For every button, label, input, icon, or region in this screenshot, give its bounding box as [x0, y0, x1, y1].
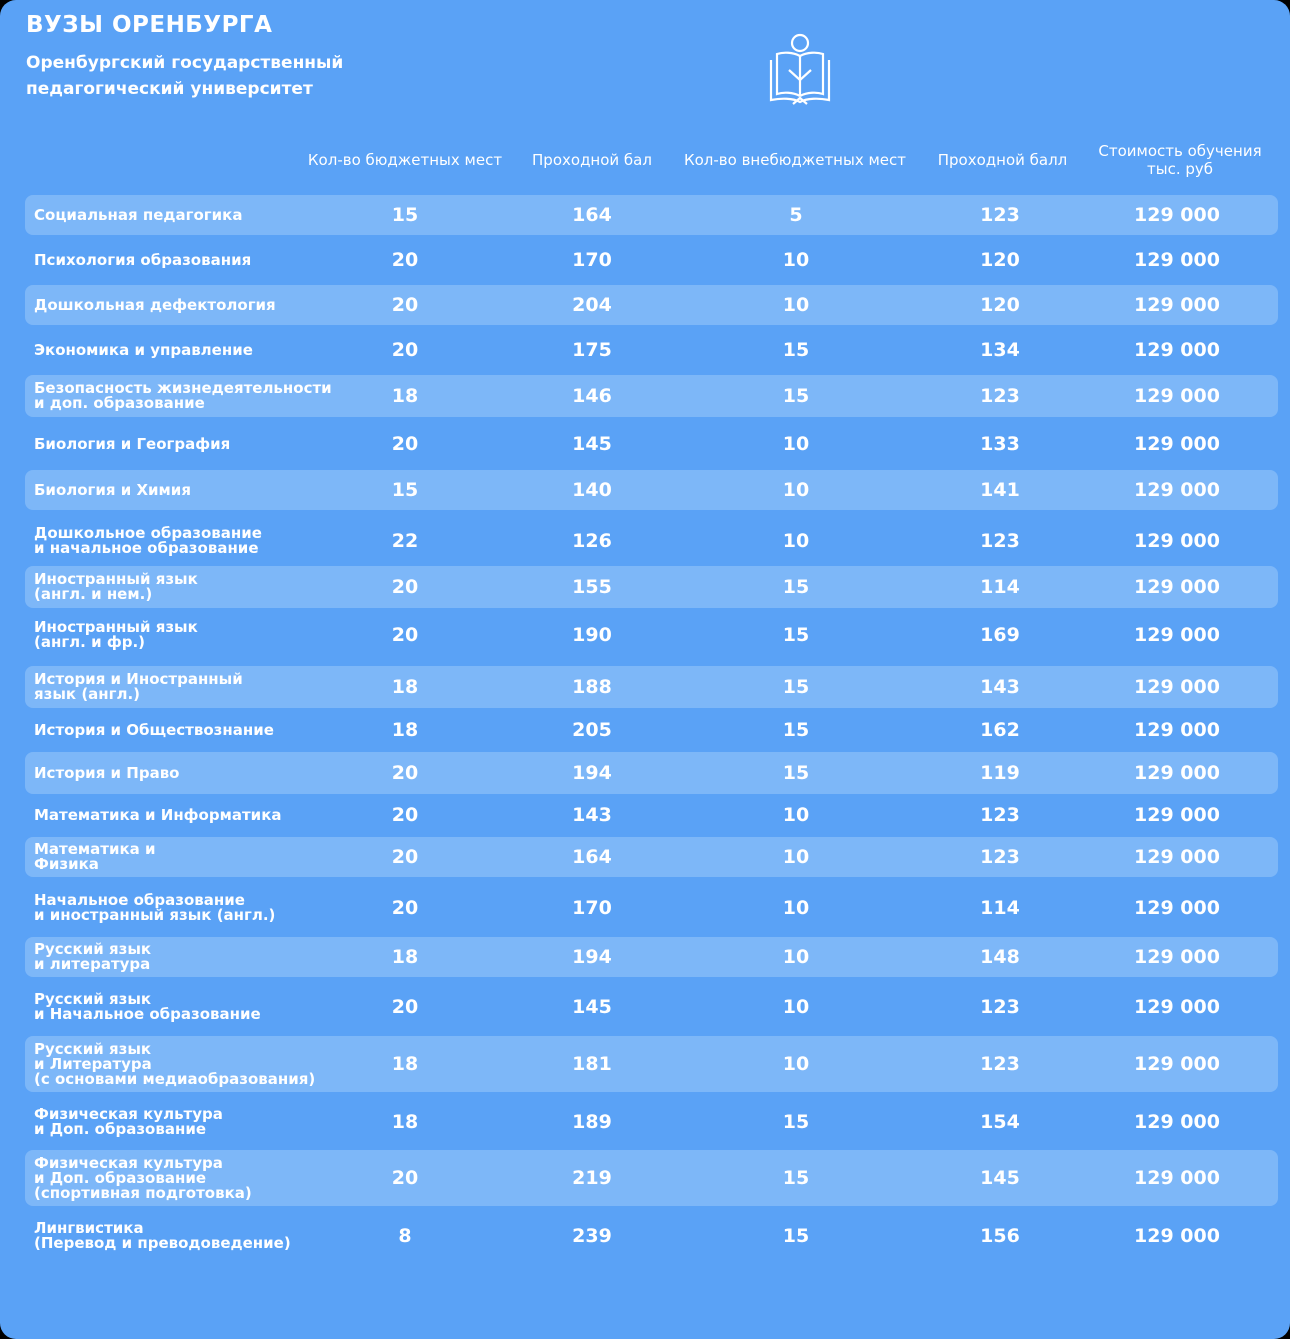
program-name: Математика и Физика [34, 840, 156, 873]
cell-budget: 20 [391, 576, 419, 598]
program-name: История и Право [34, 763, 180, 782]
cell-budget: 20 [391, 846, 419, 868]
cell-cost: 129 000 [1134, 576, 1220, 598]
program-name: Начальное образование и иностранный язык (англ.) [34, 891, 276, 924]
cell-budget: 8 [398, 1225, 412, 1247]
cell-paid-score: 119 [980, 762, 1020, 784]
cell-cost: 129 000 [1134, 804, 1220, 826]
cell-paid: 10 [782, 433, 810, 455]
table-row [25, 375, 1278, 417]
cell-score: 189 [572, 1111, 612, 1133]
column-header-paid-score: Проходной балл [937, 151, 1068, 169]
cell-paid-score: 123 [980, 530, 1020, 552]
cell-cost: 129 000 [1134, 624, 1220, 646]
cell-score: 170 [572, 249, 612, 271]
cell-budget: 15 [391, 204, 419, 226]
cell-budget: 18 [391, 676, 419, 698]
cell-budget: 22 [391, 530, 419, 552]
cell-budget: 20 [391, 294, 419, 316]
program-name: Лингвистика (Перевод и преводоведение) [34, 1219, 291, 1252]
program-name: Дошкольное образование и начальное образование [34, 524, 262, 557]
cell-score: 170 [572, 897, 612, 919]
program-name: Русский язык и Литература (с основами медиаобразования) [34, 1039, 316, 1088]
cell-paid: 15 [782, 624, 810, 646]
program-name: История и Обществознание [34, 720, 274, 739]
program-name: Социальная педагогика [34, 205, 243, 224]
cell-paid-score: 120 [980, 249, 1020, 271]
cell-paid: 10 [782, 1053, 810, 1075]
cell-score: 239 [572, 1225, 612, 1247]
cell-paid: 10 [782, 946, 810, 968]
cell-cost: 129 000 [1134, 897, 1220, 919]
cell-cost: 129 000 [1134, 249, 1220, 271]
cell-budget: 20 [391, 433, 419, 455]
cell-cost: 129 000 [1134, 385, 1220, 407]
cell-cost: 129 000 [1134, 946, 1220, 968]
cell-paid: 15 [782, 1111, 810, 1133]
program-name: Русский язык и Начальное образование [34, 990, 261, 1023]
cell-paid: 15 [782, 1167, 810, 1189]
cell-cost: 129 000 [1134, 762, 1220, 784]
table-row [25, 880, 1278, 936]
cell-paid-score: 123 [980, 996, 1020, 1018]
cell-cost: 129 000 [1134, 676, 1220, 698]
table-row [25, 566, 1278, 608]
table-row [25, 666, 1278, 708]
cell-paid: 15 [782, 676, 810, 698]
cell-paid: 10 [782, 294, 810, 316]
table-row [25, 710, 1278, 750]
cell-paid: 15 [782, 385, 810, 407]
cell-score: 204 [572, 294, 612, 316]
program-name: Математика и Информатика [34, 805, 282, 824]
cell-score: 143 [572, 804, 612, 826]
program-name: Психология образования [34, 250, 252, 269]
table-row [25, 1210, 1278, 1262]
cell-score: 126 [572, 530, 612, 552]
cell-paid-score: 123 [980, 804, 1020, 826]
cell-paid-score: 114 [980, 576, 1020, 598]
program-name: Экономика и управление [34, 340, 253, 359]
cell-budget: 20 [391, 624, 419, 646]
cell-budget: 18 [391, 1111, 419, 1133]
cell-paid-score: 123 [980, 846, 1020, 868]
table-row [25, 937, 1278, 977]
program-name: История и Иностранный язык (англ.) [34, 670, 243, 703]
cell-paid-score: 114 [980, 897, 1020, 919]
program-name: Биология и Химия [34, 480, 191, 499]
cell-paid: 10 [782, 249, 810, 271]
cell-paid-score: 148 [980, 946, 1020, 968]
cell-budget: 18 [391, 1053, 419, 1075]
cell-budget: 20 [391, 339, 419, 361]
table-row [25, 516, 1278, 566]
table-row [25, 285, 1278, 325]
cell-paid: 15 [782, 719, 810, 741]
book-person-icon [765, 30, 835, 110]
cell-cost: 129 000 [1134, 530, 1220, 552]
cell-budget: 20 [391, 1167, 419, 1189]
cell-score: 181 [572, 1053, 612, 1075]
cell-paid-score: 123 [980, 204, 1020, 226]
cell-paid-score: 162 [980, 719, 1020, 741]
cell-score: 190 [572, 624, 612, 646]
cell-cost: 129 000 [1134, 479, 1220, 501]
cell-paid: 10 [782, 897, 810, 919]
cell-cost: 129 000 [1134, 1167, 1220, 1189]
cell-budget: 20 [391, 897, 419, 919]
cell-cost: 129 000 [1134, 204, 1220, 226]
cell-score: 140 [572, 479, 612, 501]
table-row [25, 752, 1278, 794]
program-name: Дошкольная дефектология [34, 295, 276, 314]
cell-score: 145 [572, 996, 612, 1018]
program-name: Иностранный язык (англ. и фр.) [34, 618, 198, 651]
cell-paid: 15 [782, 1225, 810, 1247]
cell-cost: 129 000 [1134, 433, 1220, 455]
cell-budget: 20 [391, 804, 419, 826]
program-name: Физическая культура и Доп. образование (спортивная подготовка) [34, 1153, 252, 1202]
cell-cost: 129 000 [1134, 1111, 1220, 1133]
column-header-score: Проходной бал [532, 151, 652, 169]
cell-budget: 18 [391, 946, 419, 968]
cell-paid: 10 [782, 996, 810, 1018]
table-row [25, 1150, 1278, 1206]
cell-score: 164 [572, 204, 612, 226]
cell-paid: 15 [782, 576, 810, 598]
university-name: Оренбургский государственный педагогический университет [26, 53, 344, 99]
cell-cost: 129 000 [1134, 996, 1220, 1018]
cell-score: 194 [572, 946, 612, 968]
cell-score: 194 [572, 762, 612, 784]
cell-score: 155 [572, 576, 612, 598]
page-title: ВУЗЫ ОРЕНБУРГА [26, 12, 273, 38]
cell-cost: 129 000 [1134, 1053, 1220, 1075]
cell-cost: 129 000 [1134, 294, 1220, 316]
cell-budget: 20 [391, 996, 419, 1018]
table-row [25, 1094, 1278, 1150]
table-row [25, 240, 1278, 280]
column-header-cost: Стоимость обучения тыс. руб [1098, 142, 1262, 178]
cell-cost: 129 000 [1134, 719, 1220, 741]
cell-cost: 129 000 [1134, 339, 1220, 361]
table-row [25, 1036, 1278, 1092]
program-name: Русский язык и литература [34, 940, 152, 973]
cell-paid: 5 [789, 204, 803, 226]
cell-paid-score: 156 [980, 1225, 1020, 1247]
cell-score: 145 [572, 433, 612, 455]
cell-budget: 15 [391, 479, 419, 501]
cell-paid: 10 [782, 804, 810, 826]
cell-paid-score: 134 [980, 339, 1020, 361]
cell-budget: 20 [391, 762, 419, 784]
cell-paid: 15 [782, 339, 810, 361]
table-row [25, 837, 1278, 877]
cell-paid-score: 133 [980, 433, 1020, 455]
table-row [25, 195, 1278, 235]
table-row [25, 796, 1278, 834]
cell-paid-score: 143 [980, 676, 1020, 698]
cell-score: 188 [572, 676, 612, 698]
table-row [25, 330, 1278, 370]
cell-score: 205 [572, 719, 612, 741]
table-row [25, 980, 1278, 1034]
cell-cost: 129 000 [1134, 1225, 1220, 1247]
cell-paid: 10 [782, 479, 810, 501]
column-header-budget: Кол-во бюджетных мест [307, 151, 503, 169]
cell-score: 146 [572, 385, 612, 407]
cell-cost: 129 000 [1134, 846, 1220, 868]
table-row [25, 612, 1278, 658]
cell-score: 219 [572, 1167, 612, 1189]
table-row [25, 423, 1278, 465]
cell-paid-score: 120 [980, 294, 1020, 316]
table-row [25, 470, 1278, 510]
cell-budget: 18 [391, 385, 419, 407]
column-header-paid: Кол-во внебюджетных мест [683, 151, 907, 169]
program-name: Иностранный язык (англ. и нем.) [34, 570, 198, 603]
cell-paid: 10 [782, 530, 810, 552]
program-name: Безопасность жизнедеятельности и доп. образование [34, 379, 332, 412]
cell-paid-score: 141 [980, 479, 1020, 501]
cell-score: 164 [572, 846, 612, 868]
cell-budget: 20 [391, 249, 419, 271]
cell-paid-score: 123 [980, 385, 1020, 407]
cell-paid: 10 [782, 846, 810, 868]
cell-score: 175 [572, 339, 612, 361]
cell-paid-score: 123 [980, 1053, 1020, 1075]
cell-paid: 15 [782, 762, 810, 784]
cell-paid-score: 169 [980, 624, 1020, 646]
program-name: Физическая культура и Доп. образование [34, 1105, 223, 1138]
program-name: Биология и География [34, 434, 231, 453]
cell-paid-score: 145 [980, 1167, 1020, 1189]
cell-paid-score: 154 [980, 1111, 1020, 1133]
cell-budget: 18 [391, 719, 419, 741]
